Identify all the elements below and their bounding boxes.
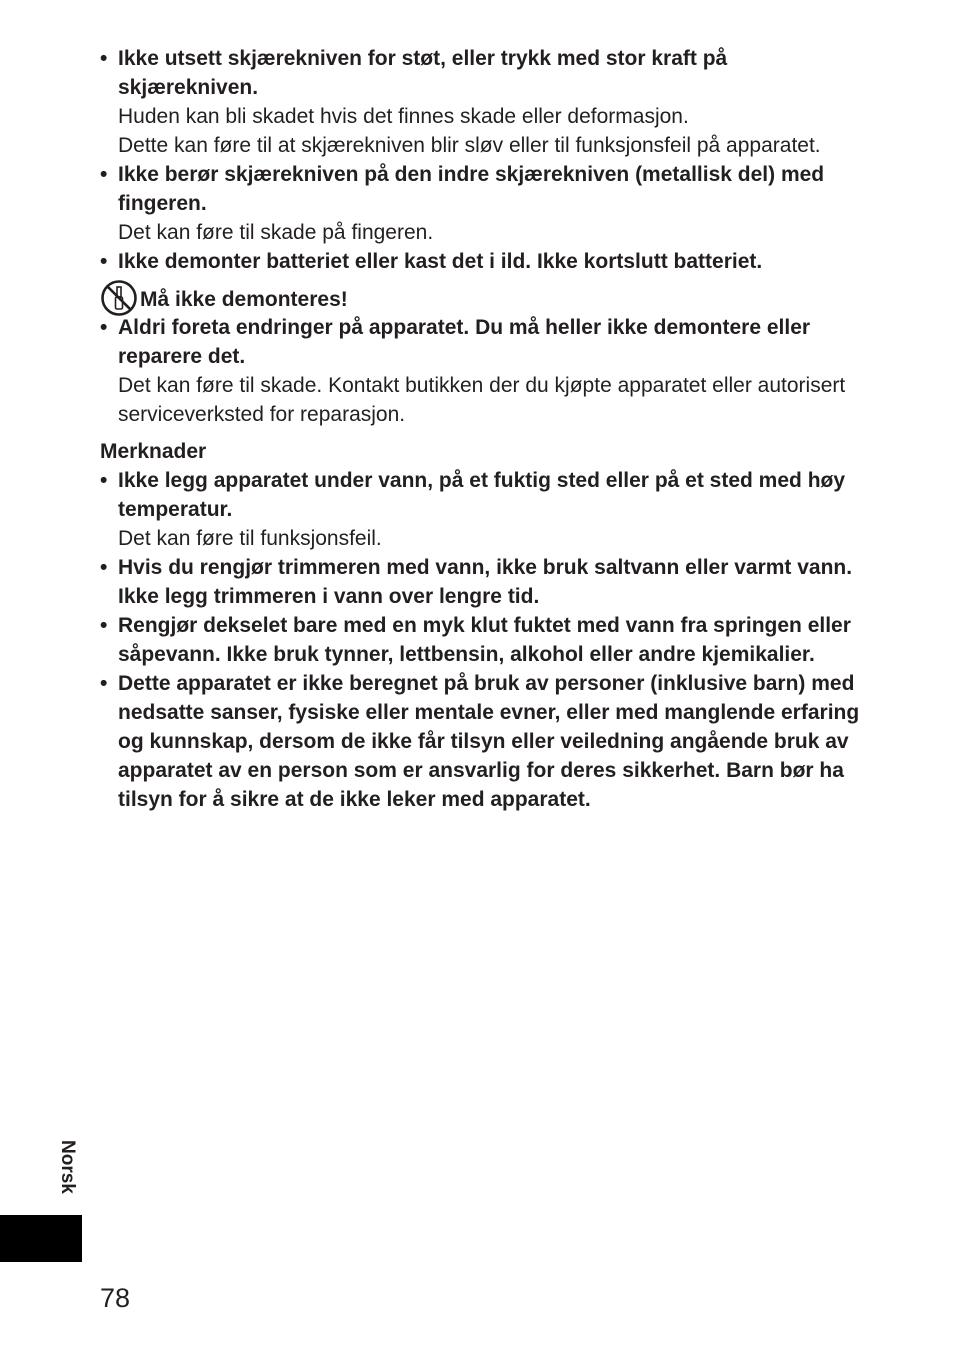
warning-detail: Huden kan bli skadet hvis det finnes skade eller deformasjon. <box>118 105 689 128</box>
note-title: Rengjør dekselet bare med en myk klut fuktet med vann fra springen eller såpevann. Ikke bruk tynner, lettbensin, alkohol eller andre kjemikalier. <box>118 614 851 666</box>
warning-item <box>100 160 860 247</box>
warning-item <box>100 247 860 276</box>
warning-item <box>100 313 860 429</box>
bullet: • <box>100 556 108 579</box>
bullet: • <box>100 163 108 186</box>
note-title: Hvis du rengjør trimmeren med vann, ikke bruk saltvann eller varmt vann. Ikke legg trimmeren i vann over lengre tid. <box>118 556 853 608</box>
prohibition-notice <box>100 279 860 317</box>
warning-title: Ikke demonter batteriet eller kast det i ild. Ikke kortslutt batteriet. <box>118 250 763 273</box>
warning-detail: Det kan føre til skade på fingeren. <box>118 221 434 244</box>
note-item <box>100 553 860 611</box>
note-detail: Det kan føre til funksjonsfeil. <box>118 527 382 550</box>
note-title: Ikke legg apparatet under vann, på et fuktig sted eller på et sted med høy temperatur. <box>118 469 846 521</box>
note-item <box>100 669 860 814</box>
bullet: • <box>100 614 108 637</box>
bullet: • <box>100 672 108 695</box>
warning-detail: Dette kan føre til at skjærekniven blir sløv eller til funksjonsfeil på apparatet. <box>118 134 821 157</box>
warning-title: Ikke utsett skjærekniven for støt, eller trykk med stor kraft på skjærekniven. <box>118 47 728 99</box>
note-item <box>100 611 860 669</box>
warning-item <box>100 44 860 160</box>
note-item <box>100 466 860 553</box>
bullet: • <box>100 250 108 273</box>
bullet: • <box>100 47 108 70</box>
page-number: 78 <box>100 1283 131 1313</box>
warning-detail: Det kan føre til skade. Kontakt butikken der du kjøpte apparatet eller autorisert serviceverksted for reparasjon. <box>118 374 846 426</box>
notes-heading: Merknader <box>100 440 207 463</box>
no-disassembly-icon <box>100 279 138 317</box>
prohibition-label: Må ikke demonteres! <box>140 288 348 311</box>
bullet: • <box>100 469 108 492</box>
page-content <box>100 44 860 814</box>
language-tab-block <box>0 1215 82 1262</box>
note-title: Dette apparatet er ikke beregnet på bruk av personer (inklusive barn) med nedsatte sanser, fysiske eller mentale evner, eller med manglende erfaring og kunnskap, dersom de ikke får tilsyn eller veiledning angående bruk av apparatet av en person som er ansvarlig for deres sikkerhet. Barn bør ha tilsyn for å sikre at de ikke leker med apparatet. <box>118 672 860 811</box>
language-tab-label: Norsk <box>57 1140 78 1194</box>
warning-title: Ikke berør skjærekniven på den indre skjærekniven (metallisk del) med fingeren. <box>118 163 825 215</box>
warning-title: Aldri foreta endringer på apparatet. Du må heller ikke demontere eller reparere det. <box>118 316 811 368</box>
bullet: • <box>100 316 108 339</box>
